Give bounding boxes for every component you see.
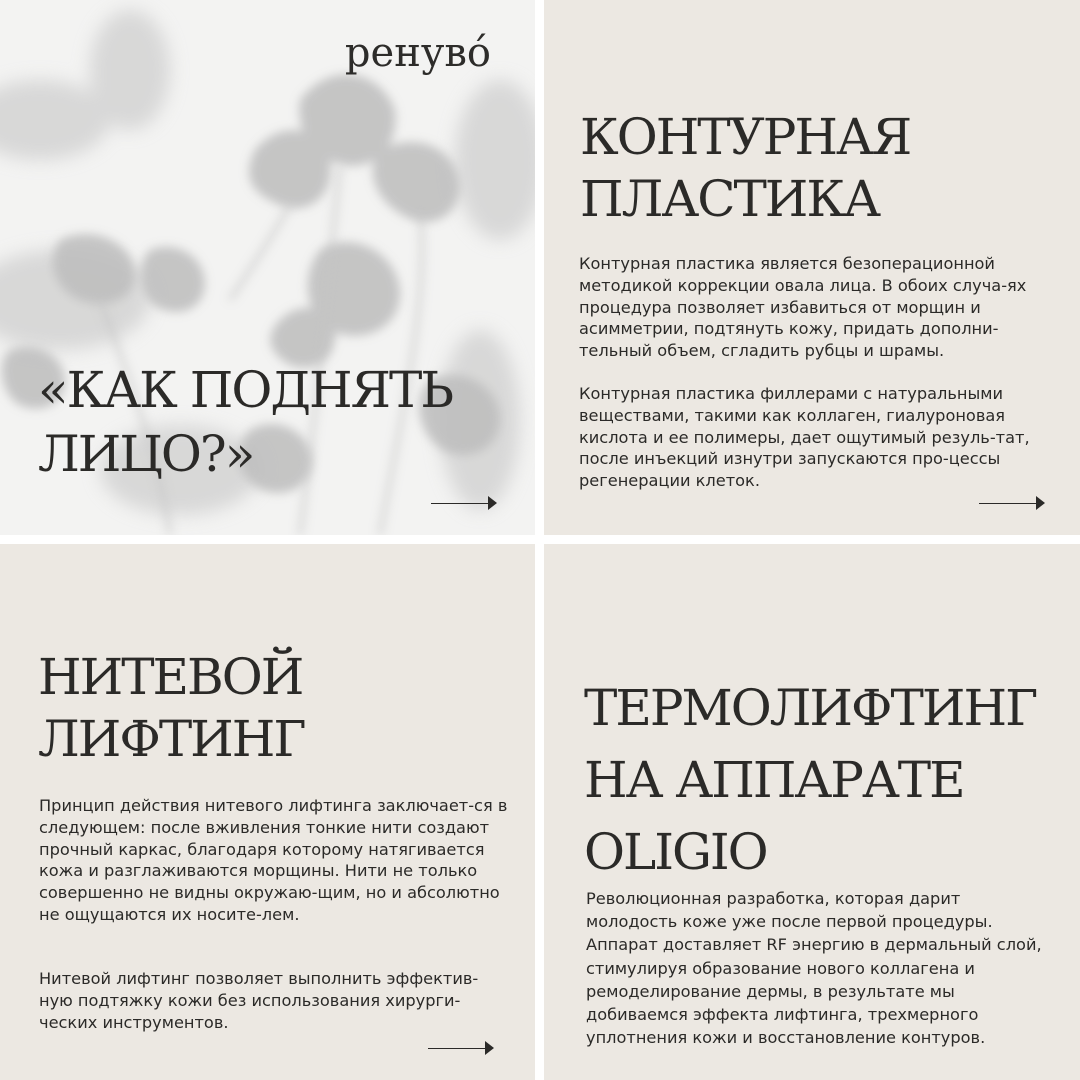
cover-title-line: «КАК ПОДНЯТЬ bbox=[38, 361, 453, 419]
thermo-panel bbox=[544, 544, 1080, 1080]
thermo-title bbox=[584, 672, 1064, 888]
arrow-right-icon[interactable] bbox=[979, 496, 1045, 510]
arrow-right-icon[interactable] bbox=[428, 1041, 494, 1055]
thread-paragraph bbox=[39, 968, 509, 1033]
thermo-paragraph-text: Революционная разработка, которая дарит молодость коже уже после первой процедуры. Аппарат доставляет RF энергию в дермальный слой, стимулируя образование нового коллагена и ремоделирование дермы, в результате мы добиваемся эффекта лифтинга, трехмерного уплотнения кожи и восстановление контуров. bbox=[586, 889, 1042, 1048]
contour-title bbox=[580, 106, 1050, 230]
contour-paragraph-text: Контурная пластика является безоперационной методикой коррекции овала лица. В обоих случа-ях процедура позволяет избавиться от морщин и асимметрии, подтянуть кожу, придать дополни-тельный объем, сгладить рубцы и шрамы. bbox=[579, 254, 1027, 361]
contour-paragraph bbox=[579, 383, 1049, 492]
contour-paragraph-text: Контурная пластика филлерами с натуральными веществами, такими как коллаген, гиалуроновая кислота и ее полимеры, дает ощутимый резуль-тат, после инъекций изнутри запускаются про-цессы регенерации клеток. bbox=[579, 384, 1030, 491]
contour-paragraph bbox=[579, 253, 1049, 362]
thread-title bbox=[38, 646, 508, 770]
thread-title-line: ЛИФТИНГ bbox=[38, 710, 305, 768]
thread-panel bbox=[0, 544, 535, 1080]
cover-title bbox=[38, 358, 508, 486]
cover-title-line: ЛИЦО?» bbox=[38, 425, 254, 483]
contour-panel bbox=[544, 0, 1080, 535]
thermo-title-line: ТЕРМОЛИФТИНГ bbox=[584, 679, 1037, 737]
thermo-paragraph bbox=[586, 887, 1056, 1049]
thermo-title-line: OLIGIO bbox=[584, 823, 767, 881]
cover-panel bbox=[0, 0, 535, 535]
thread-paragraph-text: Принцип действия нитевого лифтинга заключает-ся в следующем: после вживления тонкие нити создают прочный каркас, благодаря которому натягивается кожа и разглаживаются морщины. Нити не только совершенно не видны окружаю-щим, но и абсолютно не ощущаются их носите-лем. bbox=[39, 796, 508, 924]
thread-paragraph-text: Нитевой лифтинг позволяет выполнить эффектив-ную подтяжку кожи без использования хирурги-ческих инструментов. bbox=[39, 969, 479, 1032]
thread-paragraph bbox=[39, 795, 509, 926]
thermo-title-line: НА АППАРАТЕ bbox=[584, 751, 964, 809]
contour-title-line: ПЛАСТИКА bbox=[580, 170, 879, 228]
brand-logo: ренуво́ bbox=[344, 30, 491, 76]
contour-title-line: КОНТУРНАЯ bbox=[580, 108, 911, 166]
arrow-right-icon[interactable] bbox=[431, 496, 497, 510]
thread-title-line: НИТЕВОЙ bbox=[38, 648, 303, 706]
